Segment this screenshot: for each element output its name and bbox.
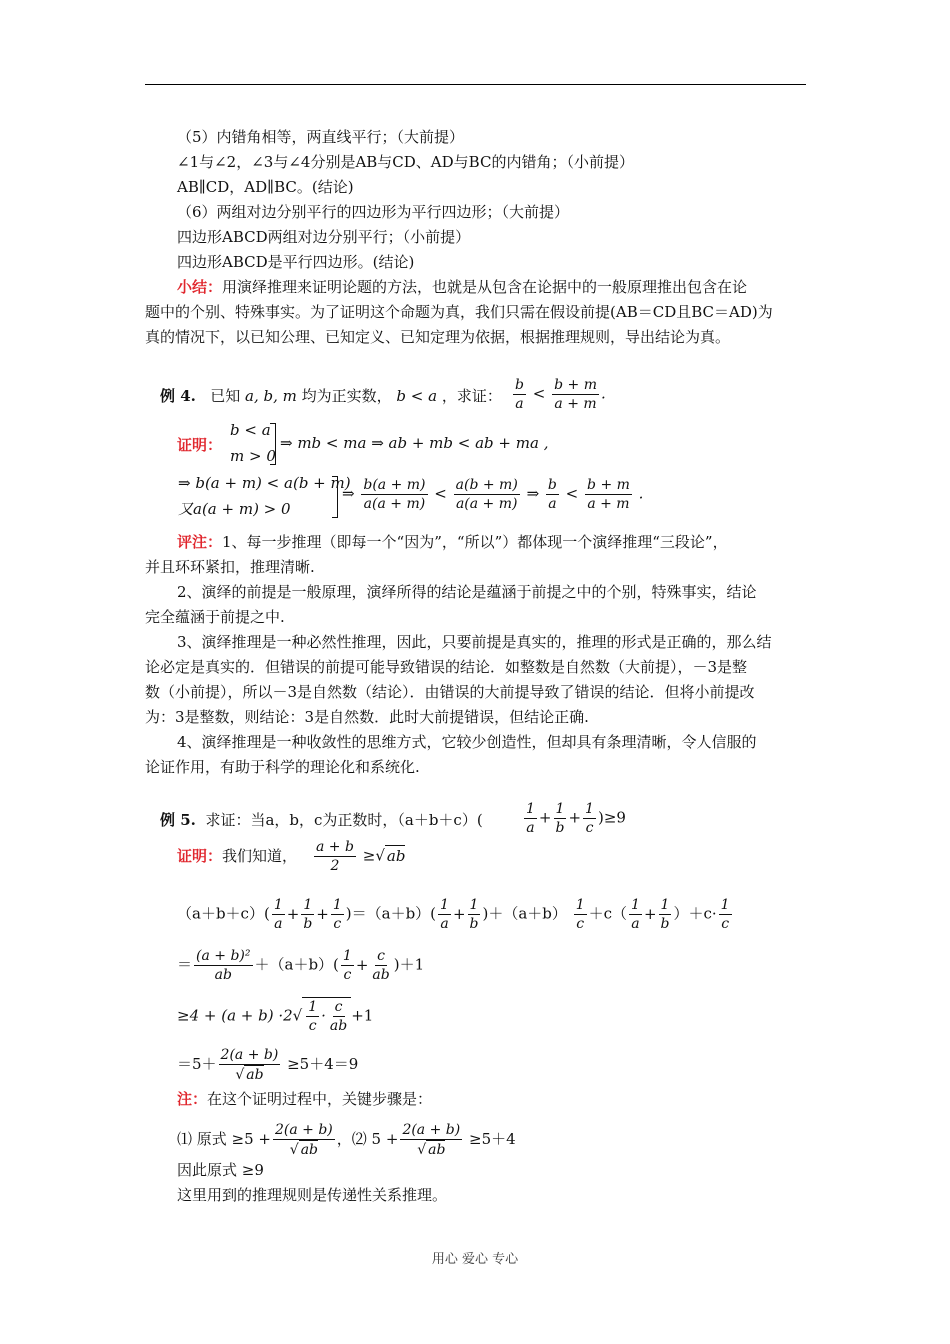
page-footer: 用心 爱心 专心 xyxy=(431,1252,519,1267)
ex5-reciprocal-sum: $\frac{1}{a}$ + $\frac{1}{b}$ + $\frac{1}{c}$ )≥9 xyxy=(526,801,626,836)
proof-label: 证明： xyxy=(177,436,223,454)
ex4-goal: $\frac{b}{a}$ < $\frac{b + m}{a + m}$ . xyxy=(515,377,606,412)
ex5-proof-label: 证明： xyxy=(177,847,223,865)
note-line-1 xyxy=(177,1089,432,1109)
ex4-stmt-a: 已知 xyxy=(210,387,241,405)
summary-label: 小结： xyxy=(177,278,223,296)
example-4-statement xyxy=(160,386,502,406)
ex5-row-4: ＝5＋ $\frac{2(a + b)}{√ ab}$ ≥5＋4＝9 xyxy=(177,1047,359,1083)
line-6: （6）两组对边分别平行的四边形为平行四边形；（大前提） xyxy=(177,203,570,221)
ex4-condition: b < a xyxy=(396,387,438,405)
summary-text-1: 用演绎推理来证明论题的方法，也就是从包含在论据中的一般原理推出包含在论 xyxy=(222,278,748,296)
system-2-brace xyxy=(332,476,338,518)
line-minor-premise: 四边形ABCD两组对边分别平行；（小前提） xyxy=(177,228,471,246)
summary-line-2: 题中的个别、特殊事实。为了证明这个命题为真，我们只需在假设前提(AB＝CD且BC＝AD)为 xyxy=(145,303,773,321)
comment-3c: 数（小前提），所以－3是自然数（结论）．由错误的大前提导致了错误的结论．但将小前提改 xyxy=(145,683,755,701)
ex5-row-1: （a＋b＋c）( $\frac{1}{a}$ + $\frac{1}{b}$ + $\frac{1}{c}$ )＝（a＋b）( $\frac{1}{a}$ + $\frac{1}{b}$ )＋（a＋b） $\frac{1}{c}$ ＋c（ $\frac{1}{a}$ + $\frac{1}{b}$ ）＋c· $\frac{1}{c}$ xyxy=(177,897,730,932)
fraction-2: $\frac{a(b + m)}{a(a + m)}$ xyxy=(455,477,518,512)
fraction-3: $\frac{b}{a}$ xyxy=(547,477,557,512)
note-text: 在这个证明过程中，关键步骤是： xyxy=(207,1090,433,1108)
comment-3a: 3、演绎推理是一种必然性推理，因此，只要前提是真实的，推理的形式是正确的，那么结 xyxy=(177,633,772,651)
implication-chain-2: ⇒ $\frac{b(a + m)}{a(a + m)}$ < $\frac{a(b + m)}{a(a + m)}$ ⇒ $\frac{b}{a}$ < $\frac{b + m}{a + m}$ . xyxy=(342,477,644,512)
comment-4a: 4、演绎推理是一种收敛性的思维方式，它较少创造性，但却具有条理清晰，令人信服的 xyxy=(177,733,757,751)
system-1-top: b < a xyxy=(230,421,271,439)
fraction-bm-over-am: $\frac{b + m}{a + m}$ xyxy=(554,377,597,412)
system-1-bottom: m > 0 xyxy=(230,447,276,465)
header-rule xyxy=(145,84,806,85)
line-angles: ∠1与∠2，∠3与∠4分别是AB与CD、AD与BC的内错角；（小前提） xyxy=(177,153,634,171)
ex4-vars: a, b, m xyxy=(245,387,297,405)
implication-chain-1: ⇒ mb < ma ⇒ ab + mb < ab + ma , xyxy=(280,434,549,452)
note-line-2: 因此原式 ≥9 xyxy=(177,1161,264,1179)
fraction-b-over-a: $\frac{b}{a}$ xyxy=(515,377,524,412)
comment-1a xyxy=(177,532,728,552)
line-5: （5）内错角相等，两直线平行；（大前提） xyxy=(177,128,465,146)
example-4-label: 例 4. xyxy=(160,387,196,405)
comment-1b: 并且环环紧扣，推理清晰. xyxy=(145,558,315,576)
comment-label: 评注： xyxy=(177,533,223,551)
summary-line-1 xyxy=(177,277,747,297)
ex4-proof-label-line xyxy=(177,435,222,455)
fraction-4: $\frac{b + m}{a + m}$ xyxy=(587,477,630,512)
system-2-top: ⇒ b(a + m) < a(b + m) xyxy=(178,474,351,492)
example-5-statement xyxy=(160,810,483,830)
ex5-proof-line xyxy=(177,846,297,866)
system-2-bottom: 又a(a + m) > 0 xyxy=(178,500,291,518)
ex4-stmt-c: ，求证： xyxy=(441,387,502,405)
fraction-1: $\frac{b(a + m)}{a(a + m)}$ xyxy=(363,477,426,512)
line-conclusion: 四边形ABCD是平行四边形。(结论) xyxy=(177,253,415,271)
ex5-know: 我们知道， xyxy=(222,847,298,865)
note-steps: ⑴ 原式 ≥5 + $\frac{2(a + b)}{√ ab}$ ，⑵ 5 + $\frac{2(a + b)}{√ ab}$ ≥5＋4 xyxy=(177,1122,516,1158)
line-parallel-conclusion: AB∥CD，AD∥BC。(结论) xyxy=(177,178,354,196)
ex5-row-2: ＝ $\frac{\text{(a + b)²}}{ab}$ ＋（a＋b）( $\frac{1}{c}$ + $\frac{c}{ab}$ )＋1 xyxy=(177,948,425,983)
ex5-row-3: ≥4 + (a + b) ·2√ $\frac{1}{c}$ · $\frac{c}{ab}$ +1 xyxy=(177,999,374,1034)
note-label: 注： xyxy=(177,1090,208,1108)
system-1-brace xyxy=(270,423,276,465)
note-line-3: 这里用到的推理规则是传递性关系推理。 xyxy=(177,1186,448,1204)
comment-2a: 2、演绎的前提是一般原理，演绎所得的结论是蕴涵于前提之中的个别，特殊事实，结论 xyxy=(177,583,757,601)
ex5-stmt: 求证：当a，b，c为正数时，（a＋b＋c）( xyxy=(205,811,483,829)
comment-3d: 为：3是整数，则结论：3是自然数．此时大前提错误，但结论正确. xyxy=(145,708,589,726)
example-5-label: 例 5. xyxy=(160,811,196,829)
summary-line-3: 真的情况下，以已知公理、已知定义、已知定理为依据，根据推理规则，导出结论为真。 xyxy=(145,328,731,346)
ex4-stmt-b: 均为正实数， xyxy=(301,387,392,405)
comment-4b: 论证作用，有助于科学的理论化和系统化. xyxy=(145,758,420,776)
comment-text-1a: 1、每一步推理（即每一个“因为”，“所以”）都体现一个演绎推理“三段论”， xyxy=(222,533,728,551)
comment-2b: 完全蕴涵于前提之中. xyxy=(145,608,285,626)
am-gm: $\frac{a + b}{2}$ ≥√ ab xyxy=(316,839,406,874)
comment-3b: 论必定是真实的．但错误的前提可能导致错误的结论．如整数是自然数（大前提），－3是整 xyxy=(145,658,748,676)
